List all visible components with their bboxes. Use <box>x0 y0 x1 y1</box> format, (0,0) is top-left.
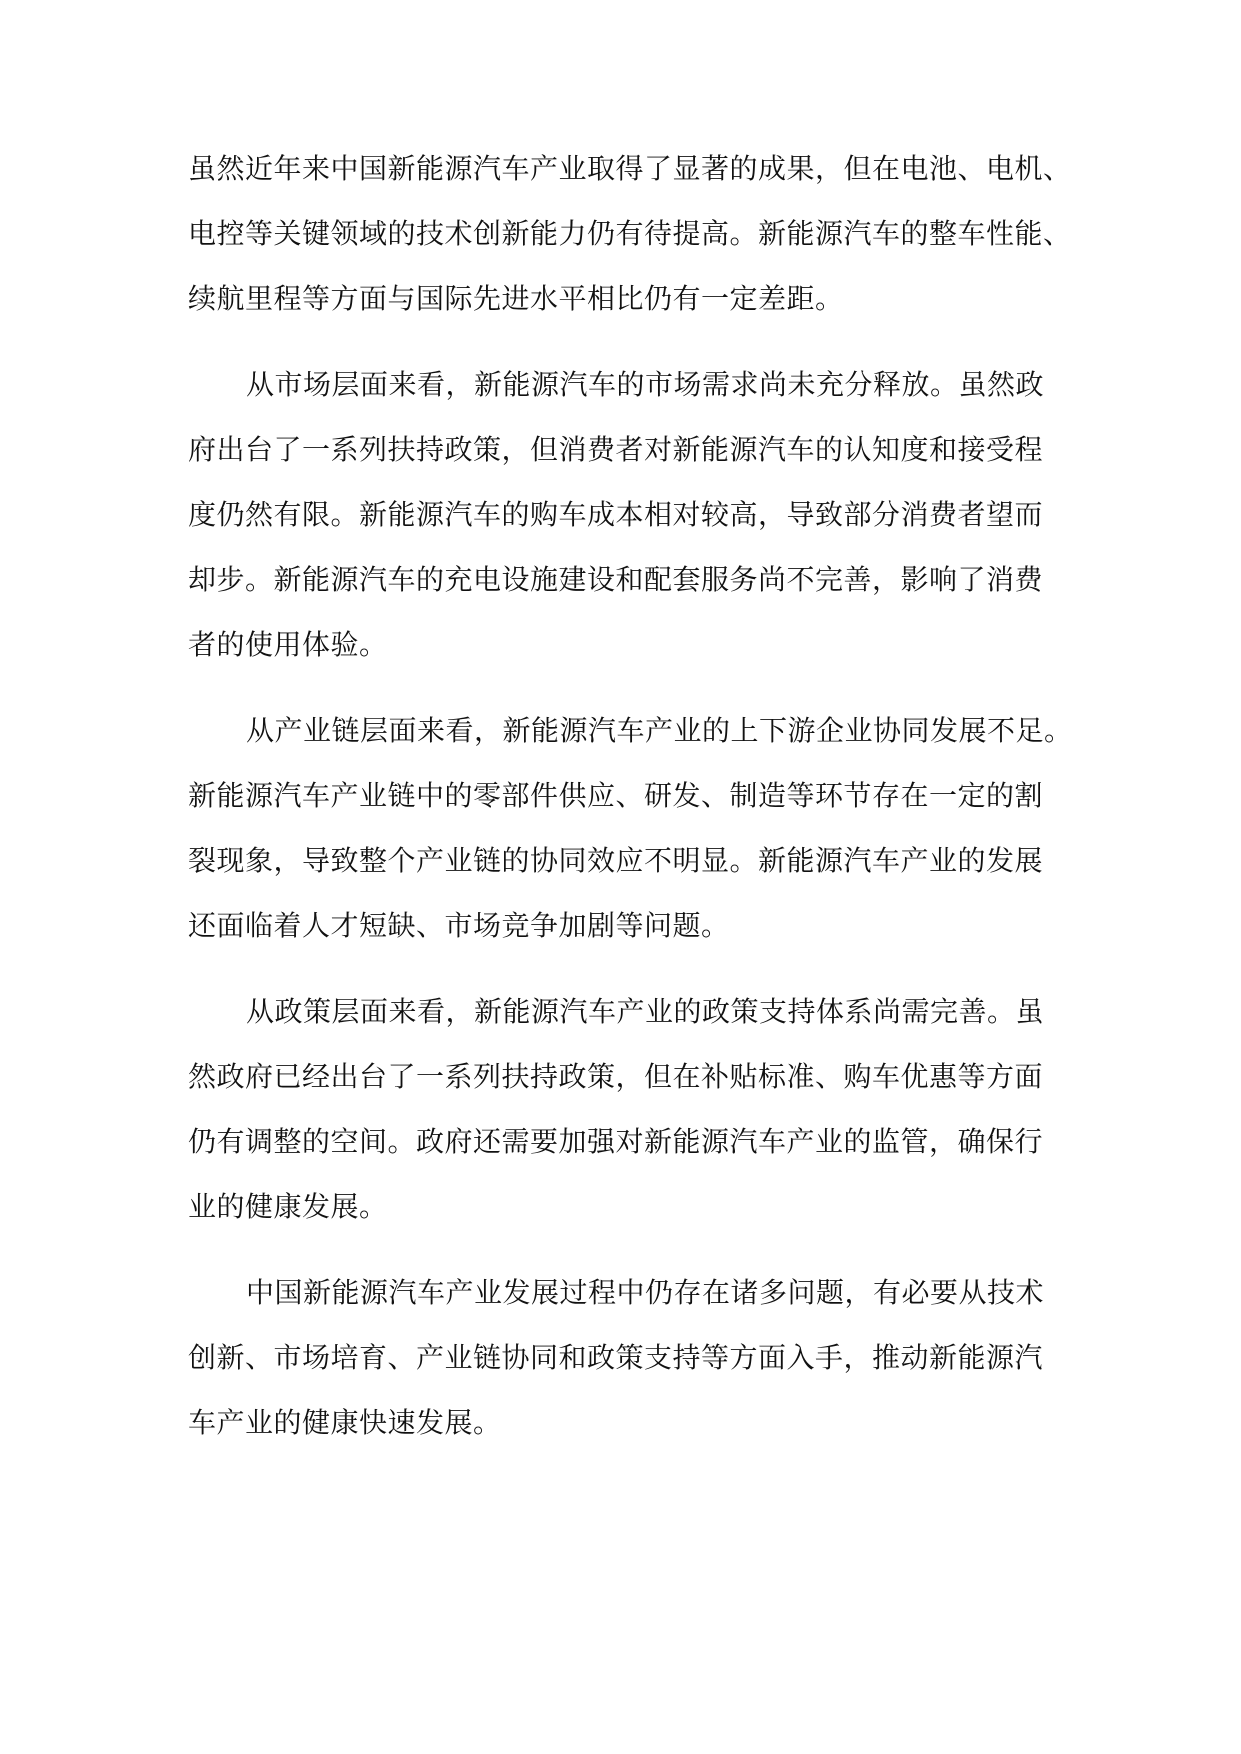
text-line: 从市场层面来看，新能源汽车的市场需求尚未充分释放。虽然政 <box>246 368 1045 401</box>
text-line: 电控等关键领域的技术创新能力仍有待提高。新能源汽车的整车性能、 <box>188 217 1072 250</box>
text-line: 裂现象，导致整个产业链的协同效应不明显。新能源汽车产业的发展 <box>188 844 1044 877</box>
paragraph-1 <box>188 136 1072 331</box>
text-line: 然政府已经出台了一系列扶持政策，但在补贴标准、购车优惠等方面 <box>188 1060 1044 1093</box>
paragraph-2 <box>188 352 1068 677</box>
paragraph-3 <box>188 698 1073 958</box>
text-line: 仍有调整的空间。政府还需要加强对新能源汽车产业的监管，确保行 <box>188 1125 1044 1158</box>
text-line: 续航里程等方面与国际先进水平相比仍有一定差距。 <box>188 282 844 315</box>
text-line: 从政策层面来看，新能源汽车产业的政策支持体系尚需完善。虽 <box>246 995 1045 1028</box>
text-line: 府出台了一系列扶持政策，但消费者对新能源汽车的认知度和接受程 <box>188 433 1044 466</box>
text-line: 车产业的健康快速发展。 <box>188 1406 502 1439</box>
text-line: 度仍然有限。新能源汽车的购车成本相对较高，导致部分消费者望而 <box>188 498 1044 531</box>
document-body <box>188 136 1073 1455</box>
text-line: 虽然近年来中国新能源汽车产业取得了显著的成果，但在电池、电机、 <box>188 152 1072 185</box>
text-line: 却步。新能源汽车的充电设施建设和配套服务尚不完善，影响了消费 <box>188 563 1044 596</box>
text-line: 中国新能源汽车产业发展过程中仍存在诸多问题，有必要从技术 <box>246 1276 1045 1309</box>
text-line: 创新、市场培育、产业链协同和政策支持等方面入手，推动新能源汽 <box>188 1341 1044 1374</box>
paragraph-5 <box>188 1260 1068 1455</box>
text-line: 还面临着人才短缺、市场竞争加剧等问题。 <box>188 909 730 942</box>
text-line: 者的使用体验。 <box>188 628 388 661</box>
text-line: 从产业链层面来看，新能源汽车产业的上下游企业协同发展不足。 <box>246 714 1073 747</box>
paragraph-4 <box>188 979 1068 1239</box>
text-line: 业的健康发展。 <box>188 1190 388 1223</box>
text-line: 新能源汽车产业链中的零部件供应、研发、制造等环节存在一定的割 <box>188 779 1044 812</box>
